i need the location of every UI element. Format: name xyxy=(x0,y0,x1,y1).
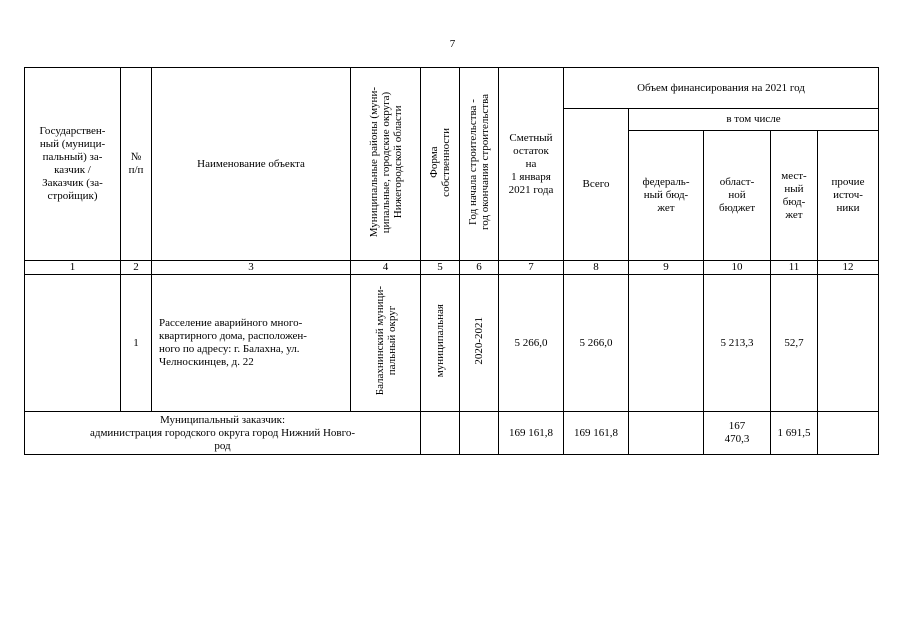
row-regional: 5 213,3 xyxy=(704,275,771,412)
row-local: 52,7 xyxy=(771,275,818,412)
column-number: 7 xyxy=(499,261,564,275)
table-row xyxy=(25,275,879,412)
header-funding-group: Объем финансирования на 2021 год xyxy=(564,68,879,109)
page-number: 7 xyxy=(449,38,456,50)
summary-empty xyxy=(460,412,499,455)
header-districts-text: Муниципальные районы (муни- ципальные, городские округа) Нижегородской области xyxy=(367,86,404,238)
summary-regional: 167 470,3 xyxy=(704,412,771,455)
financing-table xyxy=(24,67,879,455)
row-district-text: Балахнинский муници- пальный округ xyxy=(373,286,398,396)
column-number: 2 xyxy=(121,261,152,275)
header-years-text: Год начала строительства - год окончания строительства xyxy=(467,94,491,230)
column-number: 4 xyxy=(351,261,421,275)
column-number: 9 xyxy=(629,261,704,275)
row-total: 5 266,0 xyxy=(564,275,629,412)
column-number: 1 xyxy=(25,261,121,275)
summary-row xyxy=(25,412,879,455)
header-object-name: Наименование объекта xyxy=(152,68,351,261)
column-number: 10 xyxy=(704,261,771,275)
row-ownership xyxy=(421,275,460,412)
row-customer xyxy=(25,275,121,412)
header-row-1 xyxy=(25,68,879,109)
row-years xyxy=(460,275,499,412)
column-number: 5 xyxy=(421,261,460,275)
row-object-name: Расселение аварийного много- квартирного дома, расположен- ного по адресу: г. Балахна, ул. Челноскинцев, д. 22 xyxy=(152,275,351,412)
summary-local: 1 691,5 xyxy=(771,412,818,455)
row-federal xyxy=(629,275,704,412)
summary-empty xyxy=(421,412,460,455)
row-estimate-balance: 5 266,0 xyxy=(499,275,564,412)
summary-total: 169 161,8 xyxy=(564,412,629,455)
header-ownership-text: Форма собственности xyxy=(428,127,452,197)
row-years-text: 2020-2021 xyxy=(473,317,485,365)
column-number: 8 xyxy=(564,261,629,275)
row-district xyxy=(351,275,421,412)
header-estimate-balance: Сметный остаток на 1 января 2021 года xyxy=(499,68,564,261)
summary-estimate-balance: 169 161,8 xyxy=(499,412,564,455)
header-federal: федераль- ный бюд- жет xyxy=(629,131,704,261)
header-districts xyxy=(351,68,421,261)
row-num: 1 xyxy=(121,275,152,412)
header-regional: област- ной бюджет xyxy=(704,131,771,261)
column-number: 3 xyxy=(152,261,351,275)
header-ownership xyxy=(421,68,460,261)
row-other xyxy=(818,275,879,412)
column-number-row xyxy=(25,261,879,275)
summary-federal xyxy=(629,412,704,455)
row-ownership-text: муниципальная xyxy=(434,304,446,378)
header-total: Всего xyxy=(564,109,629,261)
column-number: 6 xyxy=(460,261,499,275)
column-number: 11 xyxy=(771,261,818,275)
header-num: № п/п xyxy=(121,68,152,261)
header-customer: Государствен- ный (муници- пальный) за- казчик / Заказчик (за- стройщик) xyxy=(25,68,121,261)
summary-other xyxy=(818,412,879,455)
header-years xyxy=(460,68,499,261)
summary-label: Муниципальный заказчик: администрация городского округа город Нижний Новго- род xyxy=(25,412,421,455)
header-other: прочие источ- ники xyxy=(818,131,879,261)
header-local: мест- ный бюд- жет xyxy=(771,131,818,261)
header-including: в том числе xyxy=(629,109,879,131)
column-number: 12 xyxy=(818,261,879,275)
